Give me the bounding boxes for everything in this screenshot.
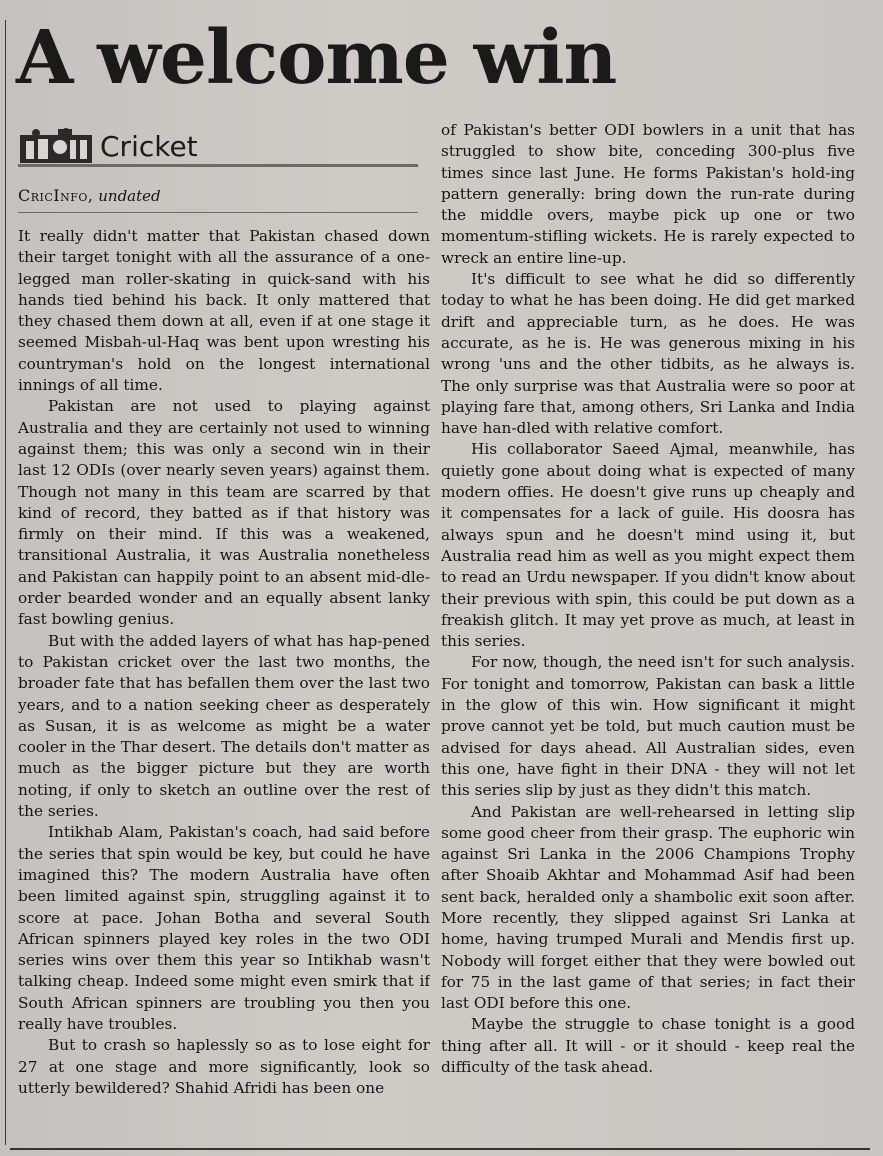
article-paragraph: of Pakistan's better ODI bowlers in a unit that has struggled to show bite, conceding 300-plus five times since last June. He forms Pakistan's hold-ing pattern generally: bring down the run-rate during the middle overs, maybe pick up one or two momentum-stifling wickets. He is rarely expected to wreck an entire line-up. xyxy=(441,121,855,267)
article-paragraph: Intikhab Alam, Pakistan's coach, had said before the series that spin would be key, but could he have imagined this? The modern Australia have often been limited against spin, struggling against it to score at pace. Johan Botha and several South African spinners played key roles in the two ODI series wins over them this year so Intikhab wasn't talking cheap. Indeed some might even smirk that if South African spinners are troubling you then you really have troubles. xyxy=(18,823,430,1033)
source-date: undated xyxy=(98,187,161,205)
article-paragraph: His collaborator Saeed Ajmal, meanwhile, has quietly gone about doing what is expected of many modern offies. He doesn't give runs up cheaply and it compensates for a lack of guile. His doosra has always spun and he doesn't mind using it, but Australia read him as well as you might expect them to read an Urdu newspaper. If you didn't know about their previous with spin, this could be put down as a freakish glitch. It may yet prove as much, at least in this series. xyxy=(441,440,855,651)
cricket-logo-icon xyxy=(18,127,94,165)
section-label: Cricket xyxy=(100,129,198,163)
article-paragraph: But to crash so haplessly so as to lose eight for 27 at one stage and more significantly, look so utterly bewildered? Shahid Afridi has been one xyxy=(18,1036,430,1097)
section-divider xyxy=(18,164,418,167)
byline-divider xyxy=(18,212,418,213)
article-column-right xyxy=(441,120,855,1144)
left-column-rule xyxy=(5,20,6,1145)
article-paragraph: It's difficult to see what he did so differently today to what he has been doing. He did get marked drift and appreciable turn, as he does. He was accurate, as he is. He was generous mixing in his wrong 'uns and the other tidbits, as he always is. The only surprise was that Australia were so poor at playing fare that, among others, Sri Lanka and India have han-dled with relative comfort. xyxy=(441,270,855,438)
article-column-left xyxy=(18,226,430,1144)
article-paragraph: But with the added layers of what has hap-pened to Pakistan cricket over the last two months, the broader fate that has befallen them over the last two years, and to a nation seeking cheer as desperately as Susan, it is as welcome as might be a water cooler in the Thar desert. The details don't matter as much as the bigger picture but they are worth noting, if only to sketch an outline over the rest of the series. xyxy=(18,631,430,821)
byline xyxy=(18,186,418,206)
headline: A welcome win xyxy=(16,15,617,101)
article-paragraph: Pakistan are not used to playing against Australia and they are certainly not used to winning against them; this was only a second win in their last 12 ODIs (over nearly seven years) against them. Though not many in this team are scarred by that kind of record, they batted as if that history was firmly on their mind. If this was a weakened, transitional Australia, it was Australia nonetheless and Pakistan can happily point to an absent mid-dle-order bearded wonder and an equally absent lanky fast bowling genius. xyxy=(18,397,430,629)
article-paragraph: For now, though, the need isn't for such analysis. For tonight and tomorrow, Pakistan can bask a little in the glow of this win. How significant it might prove cannot yet be told, but much caution must be advised for days ahead. All Australian sides, even this one, have fight in their DNA - they will not let this series slip by just as they didn't this match. xyxy=(441,653,855,800)
article-paragraph: It really didn't matter that Pakistan chased down their target tonight with all the assurance of a one-legged man roller-skating in quick-sand with his hands tied behind his back. It only mattered that they chased them down at all, even if at one stage it seemed Misbah-ul-Haq was bent upon wresting his countryman's hold on the longest international innings of all time. xyxy=(18,227,430,395)
section-tag xyxy=(18,124,418,168)
bottom-rule xyxy=(10,1148,870,1150)
source-name: CricInfo, xyxy=(18,186,94,205)
article-paragraph: And Pakistan are well-rehearsed in letting slip some good cheer from their grasp. The euphoric win against Sri Lanka in the 2006 Champions Trophy after Shoaib Akhtar and Mohammad Asif had been sent back, heralded only a shambolic exit soon after. More recently, they slipped against Sri Lanka at home, having trumped Murali and Mendis first up. Nobody will forget either that they were bowled out for 75 in the last game of that series; in fact their last ODI before this one. xyxy=(441,802,855,1013)
article-paragraph: Maybe the struggle to chase tonight is a good thing after all. It will - or it should - keep real the difficulty of the task ahead. xyxy=(441,1015,855,1077)
